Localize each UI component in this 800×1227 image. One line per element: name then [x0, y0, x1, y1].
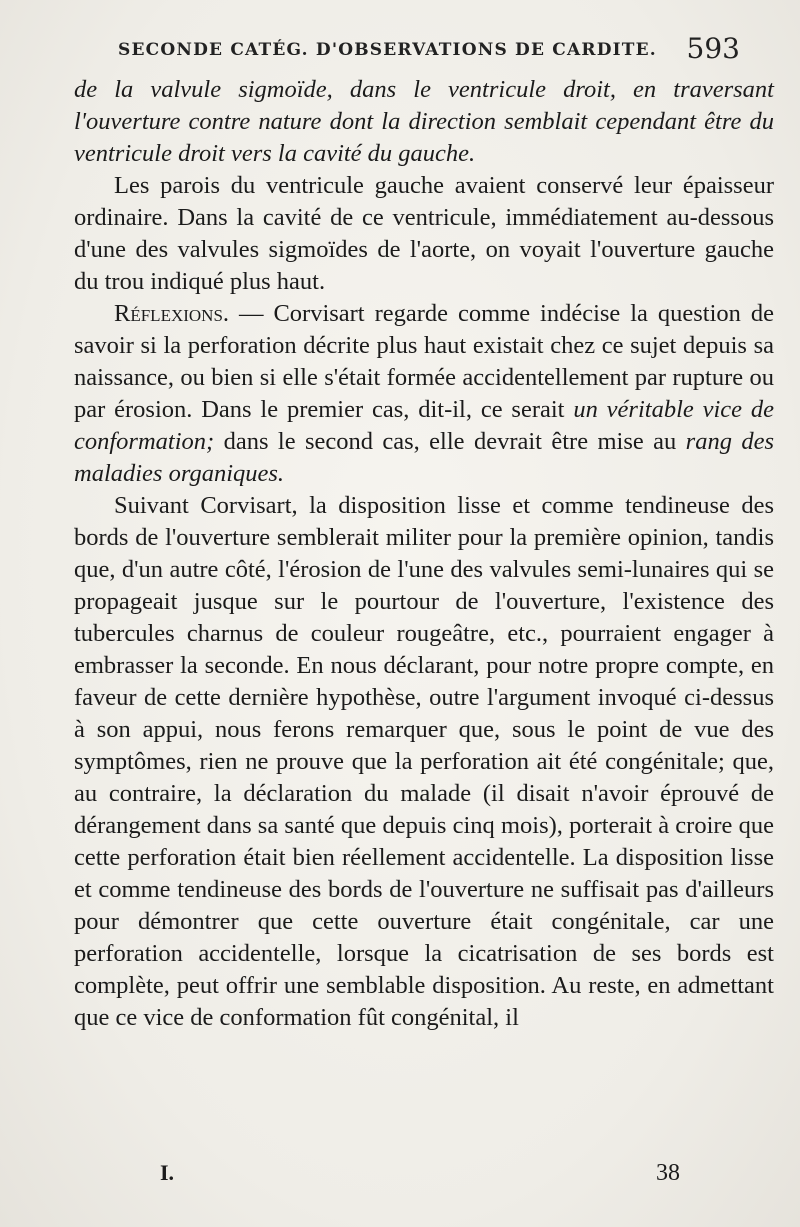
reflexions-text-a: — Corvisart regarde comme indécise la question de savoir si la perforation décrite plus haut existait chez ce sujet depuis sa naissance, ou bien si elle s'était formée accidentellement par rupture ou par érosion. Dans le premier cas, dit-il, ce serait — [74, 300, 774, 423]
signature-mark: I. — [160, 1160, 175, 1185]
reflexions-label: Réflexions. — [114, 300, 230, 327]
page-header — [118, 32, 740, 70]
sheet-number: 38 — [656, 1160, 680, 1186]
body-text — [74, 74, 774, 1034]
reflexions-italic-b: rang des maladies organiques. — [74, 428, 774, 487]
page-number: 593 — [686, 32, 740, 65]
paragraph-walls: Les parois du ventricule gauche avaient conservé leur épaisseur ordinaire. Dans la cavité de ce ventricule, immédiatement au-dessous d'une des valvules sigmoïdes de l'aorte, on voyait l'ouverture gauche du trou indiqué plus haut. — [74, 172, 774, 295]
paragraph-continuation: de la valvule sigmoïde, dans le ventricule droit, en traversant l'ouverture contre nature dont la direction semblait cependant être du ventricule droit vers la cavité du gauche. — [74, 76, 774, 167]
page-footer — [160, 1160, 680, 1190]
paragraph-reflexions — [74, 298, 774, 490]
reflexions-italic-a: un véritable vice de conformation; — [74, 396, 774, 455]
paragraph-corvisart: Suivant Corvisart, la disposition lisse et comme tendineuse des bords de l'ouverture semblerait militer pour la première opinion, tandis que, d'un autre côté, l'érosion de l'une des valvules semi-lunaires qui se propageait jusque sur le pourtour de l'ouverture, l'existence des tubercules charnus de couleur rougeâtre, etc., pourraient engager à embrasser la seconde. En nous déclarant, pour notre propre compte, en faveur de cette dernière hypothèse, outre l'argument invoqué ci-dessus à son appui, nous ferons remarquer que, sous le point de vue des symptômes, rien ne prouve que la perforation ait été congénitale; que, au contraire, la déclaration du malade (il disait n'avoir éprouvé de dérangement dans sa santé que depuis cinq mois), porterait à croire que cette perforation était bien réellement accidentelle. La disposition lisse et comme tendineuse des bords de l'ouverture ne suffisait pas d'ailleurs pour démontrer que cette ouverture était congénitale, car une perforation accidentelle, lorsque la cicatrisation de ses bords est complète, peut offrir une semblable disposition. Au reste, en admettant que ce vice de conformation fût congénital, il — [74, 492, 774, 1031]
running-head: SECONDE CATÉG. D'OBSERVATIONS DE CARDITE. — [118, 40, 657, 60]
reflexions-text-b: dans le second cas, elle devrait être mise au — [214, 428, 686, 455]
